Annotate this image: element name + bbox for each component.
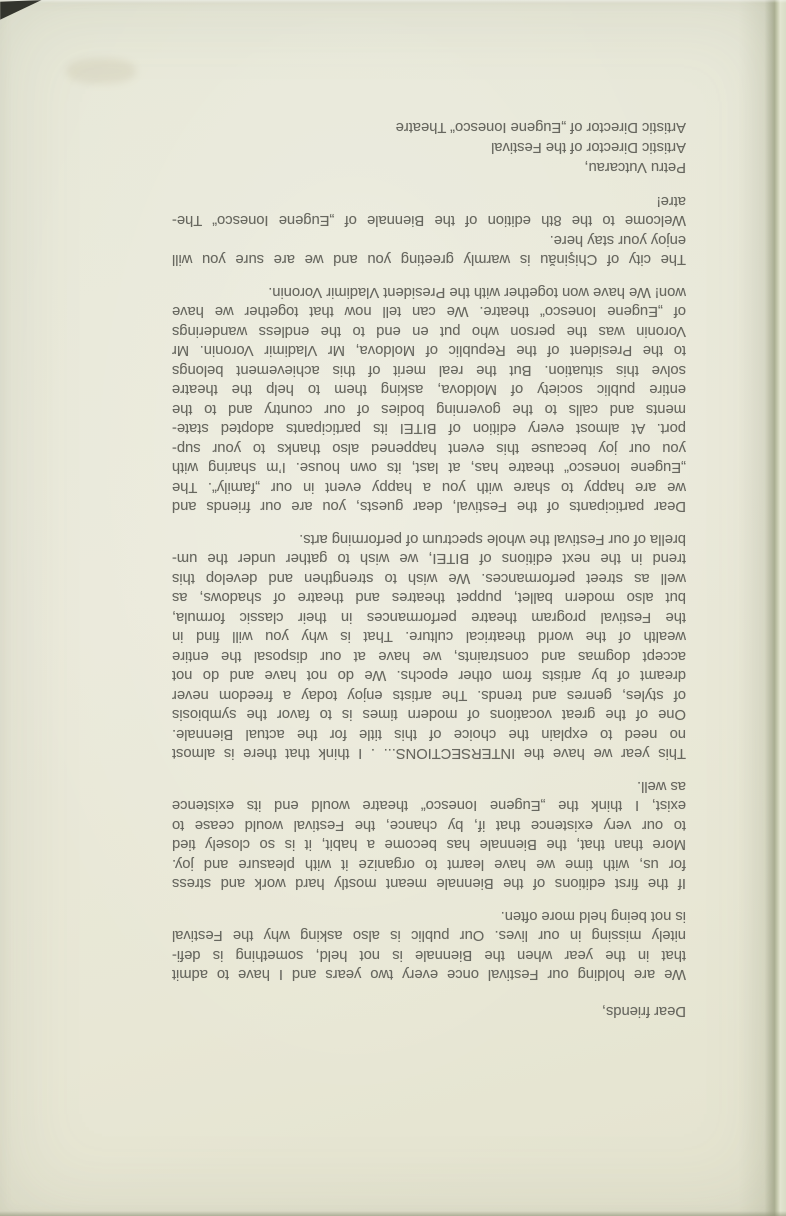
text-line: Voronin was the person who put en end to the endless wanderings <box>172 323 686 339</box>
paragraph <box>172 230 686 269</box>
text-line: Artistic Director of the Festival <box>491 139 686 156</box>
text-line: port. At almost every edition of BITEI its participants adopted state- <box>172 420 686 437</box>
text-line: Dear friends, <box>601 1003 686 1019</box>
text-line: to the President of the Republic of Moldova, Mr Vladimir Voronin. Mr <box>172 342 686 359</box>
text-line: won! We have won together with the President Vladimir Voronin. <box>268 284 686 300</box>
text-line: that in the year when the Biennale is not held, something is defi- <box>172 947 686 963</box>
text-line: More than that, the Biennale has become a habit, it is so closely tied <box>172 836 686 853</box>
text-line: but also modern ballet, puppet theatres and theatre of shadows, as <box>172 589 686 606</box>
text-line: atre! <box>656 193 686 209</box>
paragraph <box>172 282 686 516</box>
text-line: nitely missing in our lives. Our public is also asking why the Festival <box>172 927 686 944</box>
paragraph <box>172 776 686 893</box>
paragraph <box>172 191 686 230</box>
text-line: Petru Vutcarau, <box>584 159 686 176</box>
text-line: accept dogmas and constraints, we have at our disposal the entire <box>172 648 686 664</box>
signature-block <box>172 118 686 178</box>
text-line: We are holding our Festival once every two years and I have to admit <box>172 966 686 983</box>
text-line: Artistic Director of „Eugene Ionesco“ Theatre <box>395 119 686 136</box>
text-line: enjoy your stay here. <box>549 232 686 248</box>
text-line: This year we have the INTERSECTIONS... . I think that there is almost <box>172 745 686 762</box>
text-line: Dear participants of the Festival, dear guests, you are our friends and <box>172 498 686 515</box>
text-line: ments and calls to the governing bodies of our country and to the <box>172 401 686 417</box>
text-line: is not being held more often. <box>500 908 686 924</box>
text-line: wealth of the world theatrical culture. That is why you will find in <box>172 628 686 645</box>
text-line: If the first editions of the Biennale meant mostly hard work and stress <box>172 875 686 892</box>
text-line: The city of Chişinău is warmly greeting you and we are sure you will <box>172 251 686 268</box>
text-line: solve this situation. But the real merit of this achievement belongs <box>172 362 686 378</box>
text-line: dreamt of by artists from other epochs. We do not have and do not <box>172 667 686 684</box>
text-line: no need to explain the choice of this title for the actual Biennale. <box>172 726 686 742</box>
text-line: the Festival program theatre performances in their classic formula, <box>172 609 686 625</box>
text-line: well as street performances. We wish to strengthen and develop this <box>172 570 686 586</box>
text-line: exist, I think the „Eugene Ionesco“ theatre would end its existence <box>172 797 686 814</box>
text-line: of styles, genres and trends. The artists enjoy today a freedom never <box>172 687 686 703</box>
text-line: Welcome to the 8th edition of the Biennale of „Eugene Ionesco“ The- <box>172 212 686 229</box>
text-line: trend in the next editions of BITEI, we wish to gather under the um- <box>172 550 686 567</box>
text-line: of „Eugene Ionesco“ theatre. We can tell now that together we have <box>172 303 686 320</box>
text-line: „Eugene Ionesco“ theatre has, at last, its own house. I’m sharing with <box>172 459 686 476</box>
salutation <box>172 1001 686 1021</box>
text-line: entire public society of Moldova, asking them to help the theatre <box>172 381 686 398</box>
paragraph <box>172 529 686 763</box>
text-line: as well. <box>637 778 686 794</box>
paragraph <box>172 906 686 984</box>
text-line: One of the great vocations of modern times is to favor the symbiosis <box>172 706 686 723</box>
text-line: to our very existence that if, by chance, the Festival would cease to <box>172 817 686 833</box>
letter-body <box>172 118 686 1021</box>
text-line: you our joy because this event happened also thanks to your sup- <box>172 440 686 456</box>
text-line: we are happy to share with you a happy event in our „family“. The <box>172 479 686 495</box>
text-line: brella of our Festival the whole spectrum of performing arts. <box>299 531 686 547</box>
text-line: for us, with time we have learnt to organize it with pleasure and joy. <box>172 856 686 872</box>
